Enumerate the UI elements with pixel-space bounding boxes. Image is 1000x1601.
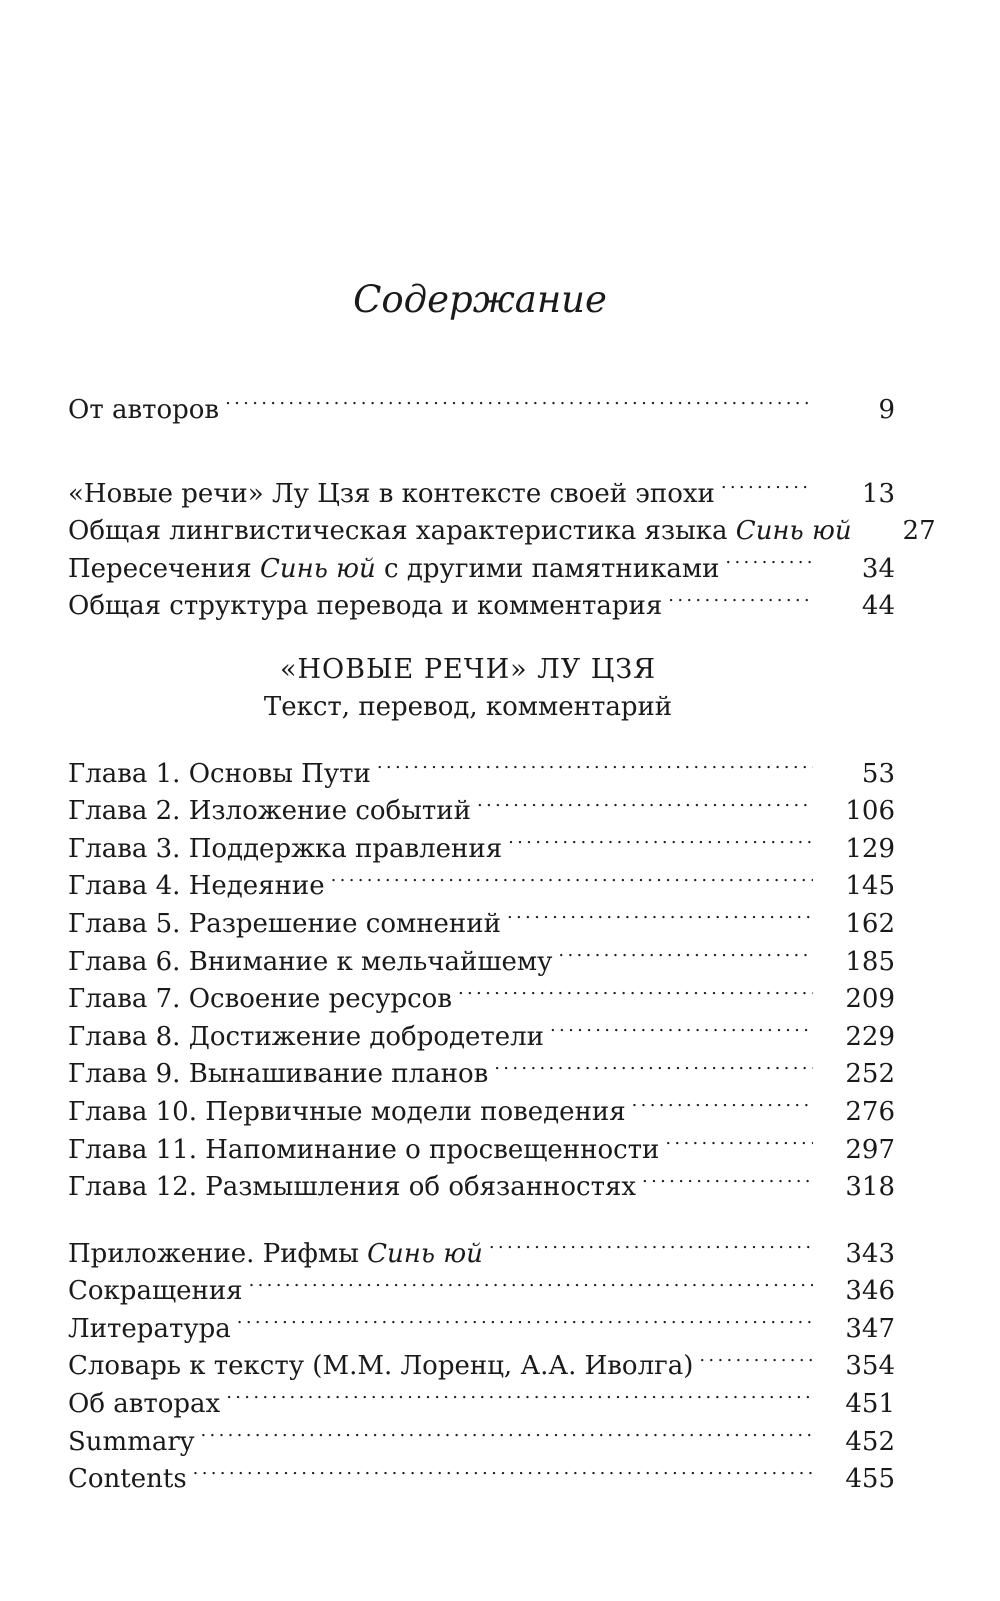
toc-entry-label: Глава 12. Размышления об обязанностях [68,1172,637,1203]
toc-entry-label: Глава 5. Разрешение сомнений [68,908,501,939]
toc-entry-label: «Новые речи» Лу Цзя в контексте своей эпохи [68,478,715,509]
dot-leader [327,857,813,895]
dot-leader [233,1299,813,1337]
page-title: Содержание [353,278,607,321]
toc-page-number: 451 [845,1388,895,1419]
toc-page-number: 354 [845,1351,895,1382]
toc-row[interactable] [68,1450,895,1495]
toc-page-number: 346 [845,1276,895,1307]
toc-row[interactable] [68,1224,895,1269]
dot-leader [661,1120,813,1158]
toc-page-number: 53 [861,758,895,789]
toc-page-number: 13 [861,478,895,509]
toc-page-number: 297 [845,1134,895,1165]
toc-appendix-group [68,1224,895,1495]
toc-entry-label: Глава 9. Вынашивание планов [68,1059,489,1090]
dot-leader [503,894,813,932]
dot-leader [221,380,813,418]
dot-leader [638,1158,813,1196]
toc-page-number: 34 [861,553,895,584]
section-title: «НОВЫЕ РЕЧИ» ЛУ ЦЗЯ [279,654,657,685]
toc-row[interactable] [68,380,895,425]
toc-page-number: 343 [845,1238,895,1269]
toc-page-number: 209 [845,984,895,1015]
toc-entry-label: Общая структура перевода и комментария [68,591,663,622]
toc-row[interactable] [68,464,895,509]
toc-row[interactable] [68,744,895,789]
toc-entry-label: Глава 4. Недеяние [68,871,325,902]
toc-page-number: 162 [845,908,895,939]
toc-entry-label: Приложение. Рифмы Синь юй [68,1238,483,1269]
dot-leader [189,1450,813,1488]
toc-intro-group [68,380,895,425]
dot-leader [717,464,813,502]
toc-entry-label: Сокращения [68,1276,243,1307]
toc-page-number: 9 [878,394,895,425]
toc-entry-label: Глава 3. Поддержка правления [68,833,503,864]
toc-page-number: 106 [845,796,895,827]
dot-leader [454,970,813,1008]
toc-page-number: 455 [845,1464,895,1495]
toc-page-number: 347 [845,1313,895,1344]
toc-page-number: 129 [845,833,895,864]
toc-page-number: 252 [845,1059,895,1090]
dot-leader [196,1412,813,1450]
toc-entry-label: Пересечения Синь юй с другими памятниками [68,553,720,584]
dot-leader [695,1337,813,1375]
toc-page-number: 452 [845,1426,895,1457]
toc-essays-group [68,464,936,622]
toc-entry-label: Глава 1. Основы Пути [68,758,371,789]
dot-leader [628,1082,813,1120]
toc-page-number: 44 [861,591,895,622]
toc-page-number: 27 [902,516,936,547]
toc-entry-label: От авторов [68,394,220,425]
dot-leader [664,577,813,615]
toc-entry-label: Summary [68,1426,195,1457]
toc-page-number: 185 [845,946,895,977]
toc-entry-label: Общая лингвистическая характеристика языка Синь юй [68,516,852,547]
toc-entry-label: Глава 11. Напоминание о просвещенности [68,1134,660,1165]
toc-entry-label: Contents [68,1464,187,1495]
dot-leader [504,819,813,857]
dot-leader [245,1262,813,1300]
toc-entry-label: Словарь к тексту (М.М. Лоренц, А.А. Иволга) [68,1351,694,1382]
dot-leader [721,539,813,577]
toc-entry-label: Об авторах [68,1388,221,1419]
toc-entry-label: Глава 2. Изложение событий [68,796,471,827]
dot-leader [473,782,813,820]
toc-entry-label: Литература [68,1313,231,1344]
dot-leader [373,744,813,782]
toc-page-number: 229 [845,1021,895,1052]
toc-entry-label: Глава 6. Внимание к мельчайшему [68,946,553,977]
toc-entry-label: Глава 10. Первичные модели поведения [68,1096,626,1127]
dot-leader [490,1045,813,1083]
section-heading [0,652,936,726]
dot-leader [546,1007,813,1045]
toc-page-number: 276 [845,1096,895,1127]
toc-chapters-group [68,744,895,1203]
dot-leader [485,1224,813,1262]
dot-leader [222,1374,813,1412]
section-subtitle: Текст, перевод, комментарий [263,692,673,722]
toc-entry-label: Глава 7. Освоение ресурсов [68,984,452,1015]
toc-page-number: 318 [845,1172,895,1203]
dot-leader [554,932,813,970]
toc-page-number: 145 [845,871,895,902]
toc-entry-label: Глава 8. Достижение добродетели [68,1021,545,1052]
